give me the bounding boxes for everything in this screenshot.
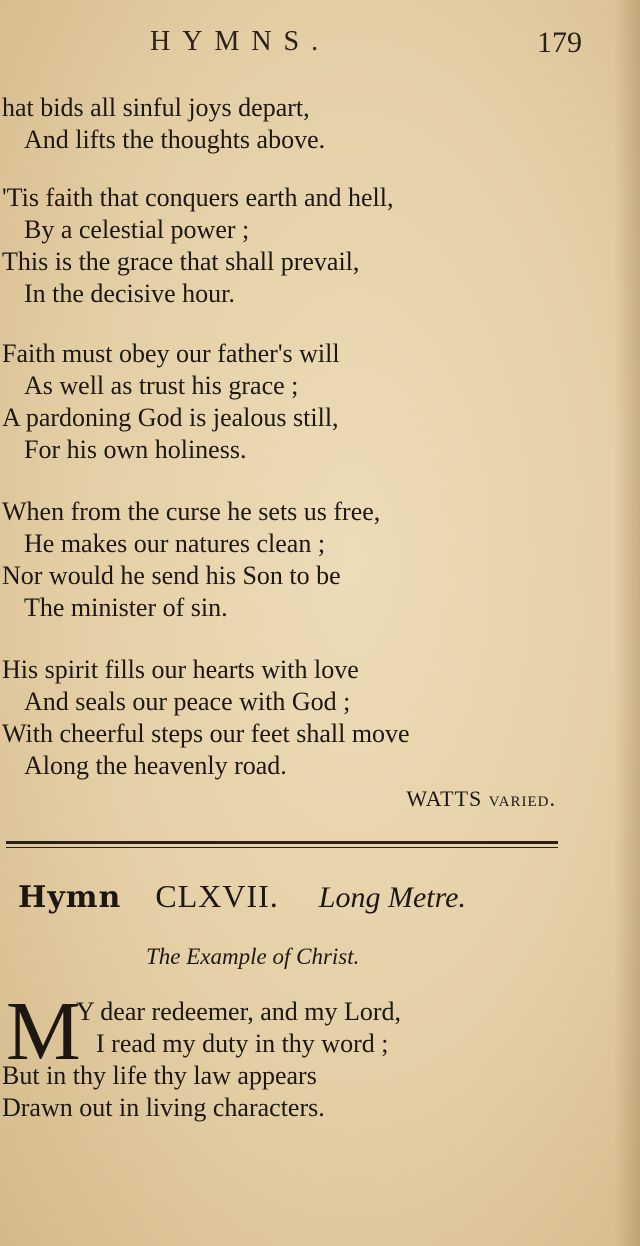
verse-line: And seals our peace with God ; xyxy=(24,687,351,716)
hymn-label: Hymn xyxy=(18,880,122,915)
verse-line: When from the curse he sets us free, xyxy=(2,497,381,526)
verse-line: I read my duty in thy word ; xyxy=(96,1029,389,1058)
verse-line: hat bids all sinful joys depart, xyxy=(2,93,310,122)
hymn-number: CLXVII. xyxy=(155,878,279,914)
drop-cap: M xyxy=(6,985,81,1078)
verse-line: Y dear redeemer, and my Lord, xyxy=(76,997,402,1026)
page-number: 179 xyxy=(537,26,582,59)
hymn-body xyxy=(0,985,620,1124)
stanza-4 xyxy=(0,496,620,624)
stanza-3 xyxy=(0,338,620,466)
stanza-5 xyxy=(0,654,620,782)
verse-line: Faith must obey our father's will xyxy=(2,339,340,368)
running-head: HYMNS. xyxy=(150,26,331,57)
stanza-2 xyxy=(0,182,620,310)
verse-line: With cheerful steps our feet shall move xyxy=(2,719,410,748)
verse-line: His spirit fills our hearts with love xyxy=(2,655,359,684)
verse-line: For his own holiness. xyxy=(24,435,247,464)
hymn-subtitle: The Example of Christ. xyxy=(146,944,360,969)
hymn-metre: Long Metre. xyxy=(318,881,466,914)
section-rule-thin xyxy=(6,847,558,848)
verse-line: 'Tis faith that conquers earth and hell, xyxy=(2,183,394,212)
hymn-heading xyxy=(18,878,558,915)
verse-line: By a celestial power ; xyxy=(24,215,250,244)
verse-line: But in thy life thy law appears xyxy=(2,1061,317,1090)
verse-line: In the decisive hour. xyxy=(24,279,235,308)
verse-line: As well as trust his grace ; xyxy=(24,371,299,400)
verse-line: Nor would he send his Son to be xyxy=(2,561,341,590)
verse-line: Along the heavenly road. xyxy=(24,751,287,780)
verse-line: The minister of sin. xyxy=(24,593,228,622)
verse-line: This is the grace that shall prevail, xyxy=(2,247,360,276)
verse-line: And lifts the thoughts above. xyxy=(24,125,326,154)
verse-line: Drawn out in living characters. xyxy=(2,1093,325,1122)
section-rule xyxy=(6,841,558,844)
attribution: WATTS varied. xyxy=(406,786,556,811)
verse-line: He makes our natures clean ; xyxy=(24,529,326,558)
verse-line: A pardoning God is jealous still, xyxy=(2,403,339,432)
stanza-1 xyxy=(0,92,620,156)
